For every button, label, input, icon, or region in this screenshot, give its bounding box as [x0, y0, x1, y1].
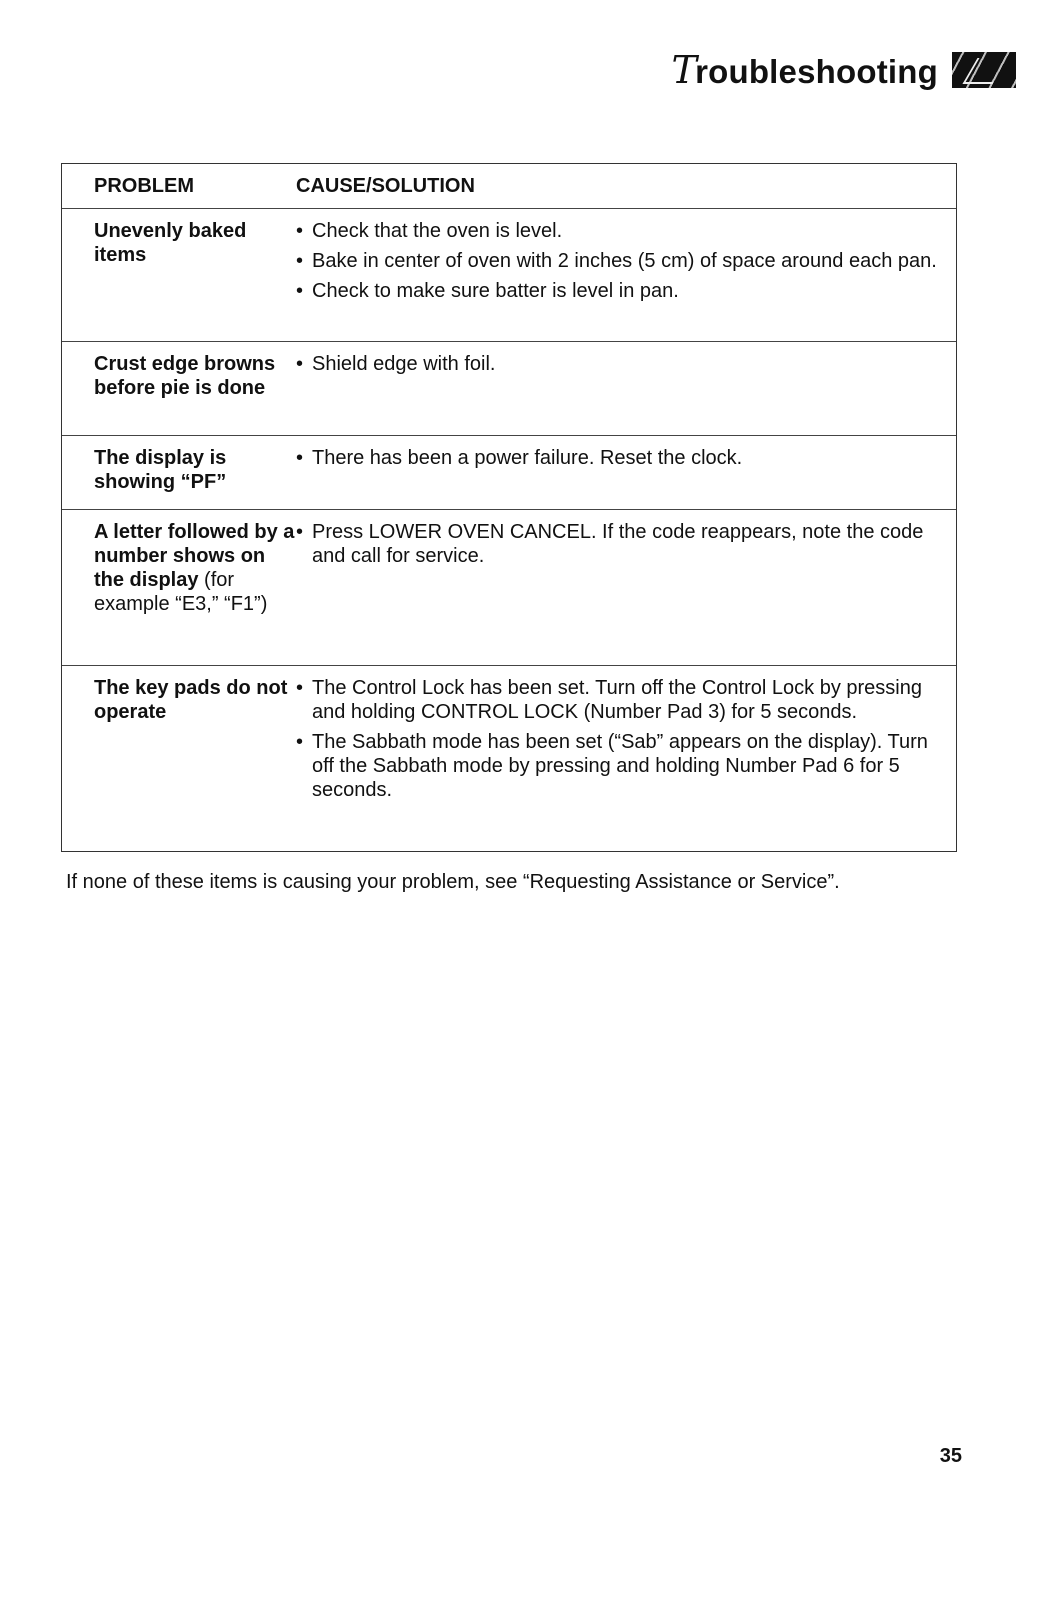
cause-item: • Check to make sure batter is level in pan.: [296, 279, 938, 303]
cause-item: • The Sabbath mode has been set (“Sab” appears on the display). Turn off the Sabbath mode by pressing and holding Number Pad 6 for 5 seconds.: [296, 730, 938, 802]
problem-text: [94, 209, 296, 267]
cause-item: • Press LOWER OVEN CANCEL. If the code reappears, note the code and call for service.: [296, 520, 938, 568]
table-row: [62, 435, 956, 509]
cause-cell: [296, 666, 956, 851]
footer-note: If none of these items is causing your problem, see “Requesting Assistance or Service”.: [66, 871, 840, 893]
cause-item: • Check that the oven is level.: [296, 219, 938, 243]
cause-item: • Shield edge with foil.: [296, 352, 938, 376]
problem-title: Crust edge browns before pie is done: [94, 353, 276, 399]
brand-logo-icon: [952, 52, 1016, 88]
problem-title: The key pads do not operate: [94, 677, 288, 723]
column-header-problem: PROBLEM: [94, 174, 194, 197]
cause-list: [296, 510, 938, 568]
problem-title: Unevenly baked items: [94, 220, 247, 266]
cause-list: [296, 436, 938, 470]
cause-cell: [296, 436, 956, 509]
page-number: 35: [939, 1445, 962, 1467]
column-header-cause: CAUSE/SOLUTION: [296, 174, 475, 197]
cause-list: [296, 342, 938, 376]
problem-note: (for example “E3,” “F1”): [94, 569, 268, 615]
problem-cell: [62, 666, 296, 851]
cause-item: • There has been a power failure. Reset the clock.: [296, 446, 938, 470]
page-title-rest: roubleshooting: [695, 53, 938, 90]
problem-cell: [62, 510, 296, 665]
page-title: [672, 48, 938, 92]
table-header-row: [62, 164, 956, 208]
cause-list: [296, 209, 938, 303]
cause-list: [296, 666, 938, 802]
problem-cell: [62, 342, 296, 435]
page-header: [672, 48, 1016, 92]
problem-text: [94, 510, 296, 616]
troubleshooting-table: [61, 163, 957, 852]
problem-title: The display is showing “PF”: [94, 447, 227, 493]
table-row: [62, 208, 956, 341]
problem-text: [94, 666, 296, 724]
table-row: [62, 341, 956, 435]
problem-cell: [62, 209, 296, 341]
cause-item: • Bake in center of oven with 2 inches (5 cm) of space around each pan.: [296, 249, 938, 273]
cause-cell: [296, 342, 956, 435]
problem-text: [94, 436, 296, 494]
table-row: [62, 665, 956, 851]
cause-cell: [296, 510, 956, 665]
cause-item: • The Control Lock has been set. Turn off the Control Lock by pressing and holding CONTROL LOCK (Number Pad 3) for 5 seconds.: [296, 676, 938, 724]
problem-title: A letter followed by a number shows on the display: [94, 521, 295, 591]
cause-cell: [296, 209, 956, 341]
problem-cell: [62, 436, 296, 509]
table-row: [62, 509, 956, 665]
problem-text: [94, 342, 296, 400]
page-title-initial: T: [671, 48, 698, 92]
